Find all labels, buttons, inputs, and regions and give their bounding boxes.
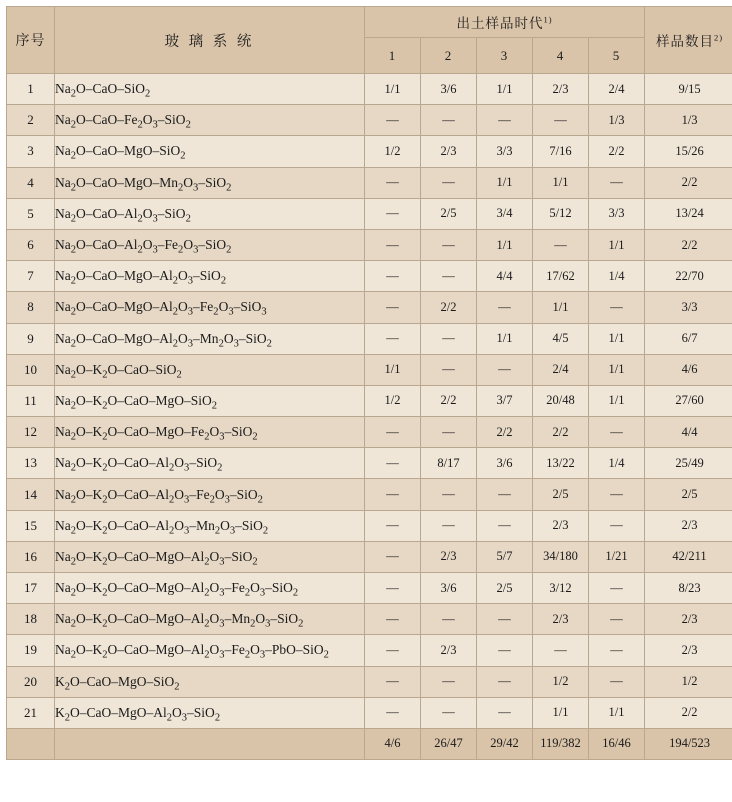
row-era-2-value: 2/5 bbox=[421, 198, 477, 229]
row-era-3-value: — bbox=[477, 510, 533, 541]
row-era-4-value: 2/3 bbox=[533, 604, 589, 635]
row-era-5-value: 1/1 bbox=[589, 229, 645, 260]
row-index: 21 bbox=[7, 697, 55, 728]
row-total-value: 27/60 bbox=[645, 385, 732, 416]
row-era-5-value: 1/1 bbox=[589, 354, 645, 385]
row-index: 1 bbox=[7, 74, 55, 105]
row-era-1-value: — bbox=[365, 697, 421, 728]
row-glass-system: $K_2O-CaO-MgO-Al_2O_3-SiO_2$ bbox=[55, 697, 365, 728]
table-row bbox=[7, 510, 732, 541]
row-era-4-value: 5/12 bbox=[533, 198, 589, 229]
row-index: 16 bbox=[7, 541, 55, 572]
totals-era-4-value: 119/382 bbox=[533, 728, 589, 759]
row-total-value: 2/2 bbox=[645, 697, 732, 728]
table-row bbox=[7, 448, 732, 479]
row-total-value: 1/2 bbox=[645, 666, 732, 697]
row-era-4-value: 7/16 bbox=[533, 136, 589, 167]
row-era-3-value: — bbox=[477, 354, 533, 385]
row-era-1-value: — bbox=[365, 167, 421, 198]
totals-label-cell bbox=[55, 728, 365, 759]
row-era-1-value: 1/2 bbox=[365, 136, 421, 167]
row-era-2-value: — bbox=[421, 354, 477, 385]
row-glass-system: $Na_2O-K_2O-CaO-MgO-Fe_2O_3-SiO_2$ bbox=[55, 417, 365, 448]
row-era-4-value: 1/1 bbox=[533, 292, 589, 323]
totals-era-2-value: 26/47 bbox=[421, 728, 477, 759]
table-row bbox=[7, 635, 732, 666]
row-index: 9 bbox=[7, 323, 55, 354]
row-era-2-value: — bbox=[421, 604, 477, 635]
row-total-value: 2/3 bbox=[645, 604, 732, 635]
table-header bbox=[7, 7, 732, 74]
row-total-value: 2/2 bbox=[645, 229, 732, 260]
row-index: 20 bbox=[7, 666, 55, 697]
row-total-value: 13/24 bbox=[645, 198, 732, 229]
table-row bbox=[7, 541, 732, 572]
row-index: 15 bbox=[7, 510, 55, 541]
row-glass-system: $Na_2O-K_2O-CaO-MgO-Al_2O_3-Mn_2O_3-SiO_2$ bbox=[55, 604, 365, 635]
row-glass-system: $Na_2O-CaO-MgO-Al_2O_3-SiO_2$ bbox=[55, 261, 365, 292]
row-era-5-value: — bbox=[589, 573, 645, 604]
row-era-4-value: 2/5 bbox=[533, 479, 589, 510]
row-glass-system: $Na_2O-K_2O-CaO-MgO-Al_2O_3-Fe_2O_3-PbO-SiO_2$ bbox=[55, 635, 365, 666]
row-total-value: 2/3 bbox=[645, 635, 732, 666]
header-era-group bbox=[365, 7, 645, 38]
header-era-2: 2 bbox=[421, 38, 477, 74]
row-era-4-value: 1/1 bbox=[533, 697, 589, 728]
row-era-5-value: 1/4 bbox=[589, 448, 645, 479]
table-row bbox=[7, 604, 732, 635]
row-era-3-value: 3/7 bbox=[477, 385, 533, 416]
totals-row bbox=[7, 728, 732, 759]
row-index: 13 bbox=[7, 448, 55, 479]
row-era-4-value: 2/2 bbox=[533, 417, 589, 448]
row-glass-system: $Na_2O-CaO-MgO-SiO_2$ bbox=[55, 136, 365, 167]
row-era-3-value: — bbox=[477, 479, 533, 510]
row-era-4-value: 17/62 bbox=[533, 261, 589, 292]
row-era-3-value: 1/1 bbox=[477, 323, 533, 354]
row-index: 8 bbox=[7, 292, 55, 323]
row-era-1-value: — bbox=[365, 448, 421, 479]
row-era-3-value: — bbox=[477, 635, 533, 666]
row-era-5-value: 2/4 bbox=[589, 74, 645, 105]
row-glass-system: $Na_2O-K_2O-CaO-Al_2O_3-Mn_2O_3-SiO_2$ bbox=[55, 510, 365, 541]
row-index: 6 bbox=[7, 229, 55, 260]
row-era-5-value: 1/1 bbox=[589, 323, 645, 354]
row-era-3-value: 3/4 bbox=[477, 198, 533, 229]
table-row bbox=[7, 354, 732, 385]
row-glass-system: $Na_2O-CaO-MgO-Al_2O_3-Mn_2O_3-SiO_2$ bbox=[55, 323, 365, 354]
row-glass-system: $Na_2O-CaO-Fe_2O_3-SiO_2$ bbox=[55, 105, 365, 136]
row-glass-system: $Na_2O-CaO-Al_2O_3-SiO_2$ bbox=[55, 198, 365, 229]
row-era-1-value: — bbox=[365, 198, 421, 229]
row-era-2-value: — bbox=[421, 510, 477, 541]
row-glass-system: $Na_2O-K_2O-CaO-Al_2O_3-Fe_2O_3-SiO_2$ bbox=[55, 479, 365, 510]
totals-grand-value: 194/523 bbox=[645, 728, 732, 759]
row-index: 11 bbox=[7, 385, 55, 416]
row-era-5-value: 1/21 bbox=[589, 541, 645, 572]
row-era-1-value: — bbox=[365, 479, 421, 510]
row-index: 19 bbox=[7, 635, 55, 666]
row-era-2-value: 3/6 bbox=[421, 573, 477, 604]
header-era-group-footnote: 1) bbox=[543, 15, 552, 25]
row-era-2-value: 8/17 bbox=[421, 448, 477, 479]
table-row bbox=[7, 229, 732, 260]
row-total-value: 2/2 bbox=[645, 167, 732, 198]
row-era-2-value: 2/3 bbox=[421, 541, 477, 572]
row-total-value: 1/3 bbox=[645, 105, 732, 136]
row-era-5-value: — bbox=[589, 635, 645, 666]
row-glass-system: $Na_2O-K_2O-CaO-MgO-SiO_2$ bbox=[55, 385, 365, 416]
row-era-1-value: 1/1 bbox=[365, 354, 421, 385]
row-era-2-value: — bbox=[421, 105, 477, 136]
row-era-1-value: — bbox=[365, 635, 421, 666]
row-glass-system: $Na_2O-K_2O-CaO-MgO-Al_2O_3-SiO_2$ bbox=[55, 541, 365, 572]
table-row bbox=[7, 261, 732, 292]
header-system: 玻 璃 系 统 bbox=[55, 7, 365, 74]
header-total-label: 样品数目 bbox=[656, 34, 714, 49]
row-era-1-value: — bbox=[365, 604, 421, 635]
header-era-1: 1 bbox=[365, 38, 421, 74]
header-era-5: 5 bbox=[589, 38, 645, 74]
row-era-4-value: 1/1 bbox=[533, 167, 589, 198]
row-era-1-value: — bbox=[365, 541, 421, 572]
row-index: 4 bbox=[7, 167, 55, 198]
row-era-1-value: 1/1 bbox=[365, 74, 421, 105]
row-era-2-value: — bbox=[421, 697, 477, 728]
table-body bbox=[7, 74, 732, 729]
row-era-4-value: 20/48 bbox=[533, 385, 589, 416]
row-era-5-value: 2/2 bbox=[589, 136, 645, 167]
row-era-3-value: 2/5 bbox=[477, 573, 533, 604]
row-total-value: 6/7 bbox=[645, 323, 732, 354]
row-era-2-value: 2/2 bbox=[421, 385, 477, 416]
row-era-3-value: 2/2 bbox=[477, 417, 533, 448]
table-page bbox=[0, 6, 732, 802]
totals-era-3-value: 29/42 bbox=[477, 728, 533, 759]
row-era-3-value: — bbox=[477, 105, 533, 136]
table-row bbox=[7, 385, 732, 416]
table-row bbox=[7, 105, 732, 136]
row-index: 17 bbox=[7, 573, 55, 604]
row-era-5-value: — bbox=[589, 666, 645, 697]
row-total-value: 4/6 bbox=[645, 354, 732, 385]
table-row bbox=[7, 292, 732, 323]
totals-era-1-value: 4/6 bbox=[365, 728, 421, 759]
row-era-1-value: — bbox=[365, 261, 421, 292]
row-era-2-value: 2/2 bbox=[421, 292, 477, 323]
row-era-3-value: 5/7 bbox=[477, 541, 533, 572]
table-row bbox=[7, 136, 732, 167]
row-era-1-value: — bbox=[365, 573, 421, 604]
row-era-4-value: 4/5 bbox=[533, 323, 589, 354]
row-era-3-value: — bbox=[477, 604, 533, 635]
row-era-4-value: — bbox=[533, 105, 589, 136]
row-index: 2 bbox=[7, 105, 55, 136]
table-row bbox=[7, 167, 732, 198]
row-index: 12 bbox=[7, 417, 55, 448]
table-row bbox=[7, 697, 732, 728]
header-total-footnote: 2) bbox=[714, 33, 723, 43]
row-total-value: 2/5 bbox=[645, 479, 732, 510]
table-row bbox=[7, 417, 732, 448]
table-row bbox=[7, 198, 732, 229]
row-era-2-value: 2/3 bbox=[421, 136, 477, 167]
table-row bbox=[7, 74, 732, 105]
row-era-1-value: — bbox=[365, 292, 421, 323]
row-index: 14 bbox=[7, 479, 55, 510]
row-total-value: 8/23 bbox=[645, 573, 732, 604]
row-era-5-value: — bbox=[589, 510, 645, 541]
row-total-value: 22/70 bbox=[645, 261, 732, 292]
row-era-4-value: — bbox=[533, 229, 589, 260]
row-era-4-value: 13/22 bbox=[533, 448, 589, 479]
row-glass-system: $Na_2O-K_2O-CaO-Al_2O_3-SiO_2$ bbox=[55, 448, 365, 479]
row-era-1-value: 1/2 bbox=[365, 385, 421, 416]
row-era-5-value: 1/1 bbox=[589, 385, 645, 416]
row-era-5-value: — bbox=[589, 479, 645, 510]
row-era-2-value: — bbox=[421, 417, 477, 448]
row-index: 18 bbox=[7, 604, 55, 635]
row-glass-system: $Na_2O-CaO-MgO-Mn_2O_3-SiO_2$ bbox=[55, 167, 365, 198]
row-era-2-value: — bbox=[421, 261, 477, 292]
row-era-1-value: — bbox=[365, 510, 421, 541]
row-glass-system: $Na_2O-K_2O-CaO-SiO_2$ bbox=[55, 354, 365, 385]
row-era-2-value: — bbox=[421, 479, 477, 510]
row-era-4-value: 2/3 bbox=[533, 510, 589, 541]
row-era-3-value: 1/1 bbox=[477, 74, 533, 105]
row-era-3-value: 1/1 bbox=[477, 229, 533, 260]
row-total-value: 3/3 bbox=[645, 292, 732, 323]
row-era-1-value: — bbox=[365, 323, 421, 354]
header-era-4: 4 bbox=[533, 38, 589, 74]
row-era-3-value: — bbox=[477, 666, 533, 697]
header-era-3: 3 bbox=[477, 38, 533, 74]
row-era-5-value: — bbox=[589, 292, 645, 323]
header-era-group-label: 出土样品时代 bbox=[456, 16, 543, 31]
header-total bbox=[645, 7, 732, 74]
row-era-1-value: — bbox=[365, 105, 421, 136]
row-era-5-value: 1/3 bbox=[589, 105, 645, 136]
row-total-value: 42/211 bbox=[645, 541, 732, 572]
row-era-5-value: 1/4 bbox=[589, 261, 645, 292]
table-footer bbox=[7, 728, 732, 759]
row-era-2-value: 3/6 bbox=[421, 74, 477, 105]
row-glass-system: $Na_2O-CaO-Al_2O_3-Fe_2O_3-SiO_2$ bbox=[55, 229, 365, 260]
row-era-2-value: — bbox=[421, 229, 477, 260]
glass-system-table bbox=[6, 6, 732, 760]
row-era-2-value: — bbox=[421, 323, 477, 354]
row-total-value: 4/4 bbox=[645, 417, 732, 448]
row-era-3-value: — bbox=[477, 292, 533, 323]
row-era-5-value: — bbox=[589, 167, 645, 198]
row-era-1-value: — bbox=[365, 229, 421, 260]
row-total-value: 2/3 bbox=[645, 510, 732, 541]
row-era-3-value: 1/1 bbox=[477, 167, 533, 198]
table-row bbox=[7, 479, 732, 510]
row-era-4-value: 2/3 bbox=[533, 74, 589, 105]
row-glass-system: $Na_2O-CaO-SiO_2$ bbox=[55, 74, 365, 105]
header-no: 序号 bbox=[7, 7, 55, 74]
row-era-2-value: 2/3 bbox=[421, 635, 477, 666]
row-era-5-value: — bbox=[589, 604, 645, 635]
row-era-4-value: 2/4 bbox=[533, 354, 589, 385]
row-era-4-value: 3/12 bbox=[533, 573, 589, 604]
row-era-3-value: — bbox=[477, 697, 533, 728]
table-row bbox=[7, 666, 732, 697]
row-era-3-value: 3/6 bbox=[477, 448, 533, 479]
totals-era-5-value: 16/46 bbox=[589, 728, 645, 759]
row-era-3-value: 4/4 bbox=[477, 261, 533, 292]
row-era-5-value: — bbox=[589, 417, 645, 448]
row-total-value: 15/26 bbox=[645, 136, 732, 167]
row-era-2-value: — bbox=[421, 666, 477, 697]
row-total-value: 9/15 bbox=[645, 74, 732, 105]
row-era-3-value: 3/3 bbox=[477, 136, 533, 167]
row-era-5-value: 3/3 bbox=[589, 198, 645, 229]
row-index: 10 bbox=[7, 354, 55, 385]
row-glass-system: $Na_2O-K_2O-CaO-MgO-Al_2O_3-Fe_2O_3-SiO_2$ bbox=[55, 573, 365, 604]
row-era-5-value: 1/1 bbox=[589, 697, 645, 728]
row-index: 7 bbox=[7, 261, 55, 292]
row-glass-system: $Na_2O-CaO-MgO-Al_2O_3-Fe_2O_3-SiO_3$ bbox=[55, 292, 365, 323]
row-index: 3 bbox=[7, 136, 55, 167]
row-era-4-value: 1/2 bbox=[533, 666, 589, 697]
totals-index-cell bbox=[7, 728, 55, 759]
row-era-4-value: — bbox=[533, 635, 589, 666]
row-index: 5 bbox=[7, 198, 55, 229]
table-row bbox=[7, 573, 732, 604]
row-era-2-value: — bbox=[421, 167, 477, 198]
table-row bbox=[7, 323, 732, 354]
row-glass-system: $K_2O-CaO-MgO-SiO_2$ bbox=[55, 666, 365, 697]
row-era-1-value: — bbox=[365, 666, 421, 697]
row-total-value: 25/49 bbox=[645, 448, 732, 479]
row-era-1-value: — bbox=[365, 417, 421, 448]
row-era-4-value: 34/180 bbox=[533, 541, 589, 572]
